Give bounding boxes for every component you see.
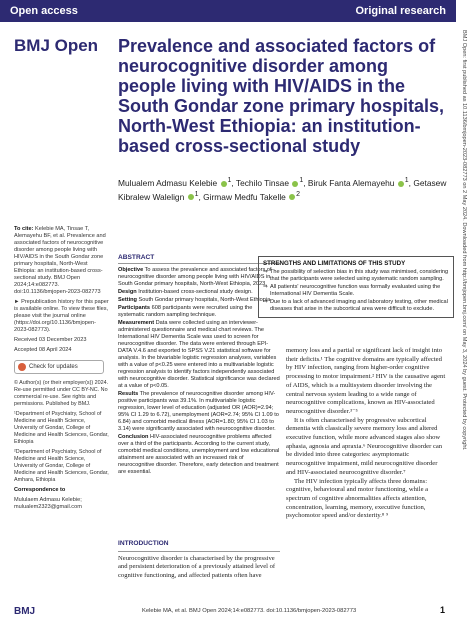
introduction bbox=[118, 540, 280, 580]
list-item: ⇒ The possibility of selection bias in this study was minimised, considering that the participants were selected using systematic random sampling. bbox=[263, 269, 449, 283]
corr-email-link[interactable]: mulualem2323@gmail.com bbox=[14, 504, 82, 510]
list-item: ⇒ Due to a lack of advanced imaging and laboratory testing, other medical diseases that arise in the subcortical area were difficult to exclude. bbox=[263, 299, 449, 313]
author-list: Mulualem Admasu Kelebie $^1$, Techilo Tinsae $^1$, Biruk Fanta Alemayehu $^1$, Getasew Kibralew Walelign $^1$, Girmaw Medfu Takelle $^2$ bbox=[118, 177, 447, 202]
cite-label: To cite: bbox=[14, 226, 34, 232]
orcid-icon[interactable] bbox=[289, 194, 295, 200]
prepub-history[interactable]: ► Prepublication history for this paper is available online. To view these files, please visit the journal online (https://doi.org/10.1136/bmjopen-2023-082773). bbox=[14, 299, 109, 333]
author-5[interactable]: Girmaw Medfu Takelle bbox=[203, 191, 286, 202]
side-download-notice bbox=[462, 30, 472, 620]
participants-label: Participants bbox=[118, 305, 151, 311]
author-2-affil: 1 bbox=[299, 177, 304, 184]
bmj-logo: BMJ bbox=[14, 606, 36, 617]
results-text: The prevalence of neurocognitive disorder among HIV-positive participants was 39.1%. In multivariable logistic regression, lower level of education (adjusted OR (AOR)=2.94; 95% CI 1.29 to 6.72), unemployment (AOR=2.74; 95% CI 1.09 to 6.84) and comorbid medical illness (AOR=1.80; 95% CI 1.03 to 3.14) were significantly associated with neurocognitive disorder. bbox=[118, 391, 279, 432]
orcid-icon[interactable] bbox=[292, 181, 298, 187]
abstract-measurement bbox=[118, 320, 280, 390]
setting-text: South Gondar primary hospitals, North-West Ethiopia. bbox=[138, 297, 272, 303]
abstract-participants bbox=[118, 305, 280, 319]
author-5-affil: 2 bbox=[296, 190, 301, 198]
cite-block bbox=[14, 226, 110, 296]
design-label: Design bbox=[118, 289, 137, 295]
author-2[interactable]: Techilo Tinsae bbox=[235, 177, 289, 188]
author-3[interactable]: Biruk Fanta Alemayehu bbox=[307, 177, 395, 188]
abstract-design bbox=[118, 289, 280, 296]
author-4[interactable]: Getasew Kibralew Walelign bbox=[118, 177, 447, 202]
correspondence-label: Correspondence to bbox=[14, 487, 66, 493]
divider bbox=[118, 551, 280, 552]
abstract-objective bbox=[118, 267, 280, 288]
list-item: ⇒ All patients' neurocognitive function was formally evaluated using the International HIV Dementia Scale. bbox=[263, 284, 449, 298]
abstract bbox=[118, 254, 280, 477]
strengths-limitations-box bbox=[258, 256, 454, 318]
paragraph: memory loss and a partial or significant lack of insight into their deficits.¹ The cognitive domains are typically affected by HIV infection, ranging from higher-order cognitive processing to motor impairment.² HIV is the causative agent of AIDS, which is a multisystem disorder involving the central nervous system leading to a wide range of neurocognitive complications, known as HIV-associated neurocognitive disorder.³⁻⁵ bbox=[286, 347, 446, 415]
abstract-setting bbox=[118, 297, 280, 304]
paragraph: It is often characterised by progressive subcortical dementia with classically severe memory loss and altered executive function, while more advanced stages also show aphasia, agnosia and apraxia.⁶ Neurocognitive disorder can be divided into three categories: asymptomatic neurocognitive impairment, mild neurocognitive disorder and HIV-associated neurocognitive disorder.⁷ bbox=[286, 416, 443, 476]
setting-label: Setting bbox=[118, 297, 137, 303]
check-updates-label: Check for updates bbox=[29, 363, 78, 370]
paragraph: The HIV infection typically affects three domains: cognitive, behavioural and motor functioning, while a spectrum of cognitive abnormalities affects attention, concentration, learning, memory, executive function, psychomotor speed and/or dexterity.⁸ ⁹ bbox=[286, 477, 429, 520]
conclusion-label: Conclusion bbox=[118, 434, 149, 440]
intro-heading: INTRODUCTION bbox=[118, 540, 169, 547]
check-for-updates-button[interactable] bbox=[14, 360, 104, 374]
orcid-icon[interactable] bbox=[221, 181, 227, 187]
open-access-label: Open access bbox=[10, 5, 78, 17]
journal-name: BMJ Open bbox=[14, 36, 99, 55]
objective-text: To assess the prevalence and associated factors of neurocognitive disorder among people living with HIV/AIDS in South Gondar primary hospitals, North-West Ethiopia, 2023. bbox=[118, 267, 272, 287]
affiliation-2: ²Department of Psychiatry, School of Medicine and Health Science, University of Gondar, College of Medicine and Health Sciences, Gondar, Amhara, Ethiopia bbox=[14, 449, 109, 483]
author-4-affil: 1 bbox=[194, 190, 199, 198]
intro-text: Neurocognitive disorder is characterised by the progressive and persistent deterioration of a previously attained level of cognitive functioning, and affected patients often have bbox=[118, 554, 276, 579]
accepted-date: Accepted 08 April 2024 bbox=[14, 347, 72, 353]
orcid-icon[interactable] bbox=[398, 181, 404, 187]
conclusion-text: HIV-associated neurocognitive problems affected over a third of the participants. According to the current study, comorbid medical conditions, unemployment and low educational attainment are associated with an increased risk of neurocognitive disorder. Therefore, early detection and treatment are essential. bbox=[118, 434, 280, 475]
orcid-icon[interactable] bbox=[188, 194, 194, 200]
abstract-conclusion bbox=[118, 434, 280, 476]
abstract-heading: ABSTRACT bbox=[118, 254, 155, 261]
objective-label: Objective bbox=[118, 267, 144, 273]
strengths-list bbox=[263, 269, 449, 313]
article-type-label: Original research bbox=[355, 5, 446, 17]
header-bar bbox=[0, 0, 456, 22]
update-check-icon bbox=[18, 363, 26, 371]
cite-text: Kelebie MA, Tinsae T, Alemayehu BF, et al. Prevalence and associated factors of neurocognitive disorder among people living with HIV/AIDS in the South Gondar zone primary hospitals, North-West Ethiopia: an institution-based cross-sectional study. BMJ Open 2024;14:e082773. doi:10.1136/bmjopen-2023-082773 bbox=[14, 226, 106, 295]
corr-name: Mululaem Admasu Kelebie; bbox=[14, 497, 82, 503]
footer-citation: Kelebie MA, et al. BMJ Open 2024;14:e082773. doi:10.1136/bmjopen-2023-082773 bbox=[142, 608, 357, 614]
affiliation-1: ¹Department of Psychiatry, School of Medicine and Health Science, University of Gondar, College of Medicine and Health Sciences, Gondar, Ethiopia bbox=[14, 411, 109, 445]
author-1[interactable]: Mulualem Admasu Kelebie bbox=[118, 177, 218, 188]
correspondence-name bbox=[14, 497, 110, 511]
body-text-right bbox=[286, 347, 448, 521]
divider bbox=[118, 263, 280, 264]
author-3-affil: 1 bbox=[404, 177, 409, 184]
design-text: Institution-based cross-sectional study design. bbox=[138, 289, 253, 295]
copyright-text: © Author(s) (or their employer(s)) 2024. Re-use permitted under CC BY-NC. No commercial re-use. See rights and permissions. Published by BMJ. bbox=[14, 380, 109, 407]
measurement-label: Measurement bbox=[118, 320, 155, 326]
page-number: 1 bbox=[440, 605, 446, 615]
received-date: Received 03 December 2023 bbox=[14, 337, 87, 343]
measurement-text: Data were collected using an interviewer-administered questionnaire and medical chart reviews. The International HIV Dementia Scale was used to screen for neurocognitive disorder. The data were entered through EPI-DATA V.4.6 and exported to SPSS V.21 statistical software for analysis. In the bivariable logistic regression analyses, variables with a value of p<0.25 were entered into a multivariable logistic regression analysis to identify factors independently associated with neurocognitive disorder. Statistical significance was declared at a value of p<0.05. bbox=[118, 320, 280, 389]
sidebar bbox=[14, 226, 110, 514]
results-label: Results bbox=[118, 391, 139, 397]
vertical-text[interactable]: BMJ Open: first published as 10.1136/bmjopen-2023-082773 on 2 May 2024. Downloaded from http://bmjopen.bmj.com/ on May 3, 2024 by guest. Protected by copyright. bbox=[461, 30, 467, 451]
article-title: Prevalence and associated factors of neurocognitive disorder among people living with HIV/AIDS in the South Gondar zone primary hospitals, North-West Ethiopia: an institution-based cross-sectional study bbox=[118, 36, 445, 156]
abstract-results bbox=[118, 391, 280, 433]
participants-text: 608 participants were recruited using the systematic random sampling technique. bbox=[118, 305, 253, 318]
author-1-affil: 1 bbox=[227, 177, 232, 184]
strengths-heading: STRENGTHS AND LIMITATIONS OF THIS STUDY bbox=[263, 260, 406, 267]
